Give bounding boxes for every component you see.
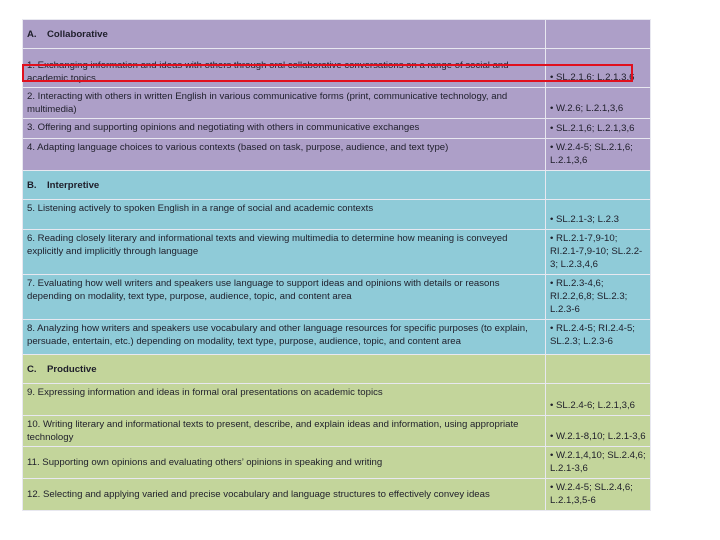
- section-title: Collaborative: [47, 28, 108, 40]
- section-letter: B.: [27, 179, 37, 191]
- row-standards: • W.2.1-8,10; L.2.1-3,6: [546, 416, 651, 447]
- row-standards: • SL.2.1,6; L.2.1,3,6: [546, 119, 651, 139]
- section-letter: A.: [27, 28, 37, 40]
- row-standards: • W.2.1,4,10; SL.2.4,6; L.2.1-3,6: [546, 447, 651, 479]
- section-letter: C.: [27, 363, 37, 375]
- table-row: [23, 275, 651, 320]
- row-standards: • RL.2.3-4,6; RI.2.2,6,8; SL.2.3; L.2.3-6: [546, 275, 651, 320]
- row-standards: • W.2.4-5; SL.2.1,6; L.2.1,3,6: [546, 139, 651, 171]
- row-description: 1. Exchanging information and ideas with others through oral collaborative conversations on a range of social and academic topics: [23, 49, 546, 88]
- table-row: [23, 49, 651, 88]
- row-description: 2. Interacting with others in written English in various communicative forms (print, communicative technology, and multimedia): [23, 88, 546, 119]
- table-row: [23, 479, 651, 511]
- row-description: 10. Writing literary and informational texts to present, describe, and explain ideas and information, using appropriate technology: [23, 416, 546, 447]
- section-title: Productive: [47, 363, 97, 375]
- table-row: [23, 416, 651, 447]
- row-standards: • SL.2.1-3; L.2.3: [546, 200, 651, 230]
- row-standards: • W.2.4-5; SL.2.4,6; L.2.1,3,5-6: [546, 479, 651, 511]
- section-header-interpretive: [23, 171, 651, 200]
- table-row: [23, 384, 651, 416]
- row-standards: • RL.2.1-7,9-10; RI.2.1-7,9-10; SL.2.2-3; L.2.3,4,6: [546, 230, 651, 275]
- table-row: [23, 447, 651, 479]
- section-header-productive: [23, 355, 651, 384]
- row-description: 6. Reading closely literary and informational texts and viewing multimedia to determine how meaning is conveyed explicitly and implicitly through language: [23, 230, 546, 275]
- table-row: [23, 88, 651, 119]
- row-description: 7. Evaluating how well writers and speakers use language to support ideas and opinions with details or reasons depending on modality, text type, purpose, audience, topic, and content area: [23, 275, 546, 320]
- section-header-empty-cell: [546, 171, 651, 200]
- table-row: [23, 119, 651, 139]
- table-row: [23, 200, 651, 230]
- table-row: [23, 320, 651, 355]
- row-standards: • SL.2.4-6; L.2.1,3,6: [546, 384, 651, 416]
- row-description: 3. Offering and supporting opinions and negotiating with others in communicative exchanges: [23, 119, 546, 139]
- row-description: 11. Supporting own opinions and evaluating others’ opinions in speaking and writing: [23, 447, 546, 479]
- row-standards: • SL.2.1,6; L.2.1,3,6: [546, 49, 651, 88]
- table-row: [23, 230, 651, 275]
- section-header-empty-cell: [546, 20, 651, 49]
- section-label: [23, 20, 546, 49]
- row-standards: • RL.2.4-5; RI.2.4-5; SL.2.3; L.2.3-6: [546, 320, 651, 355]
- section-title: Interpretive: [47, 179, 100, 191]
- section-header-collaborative: [23, 20, 651, 49]
- row-description: 4. Adapting language choices to various contexts (based on task, purpose, audience, and text type): [23, 139, 546, 171]
- row-description: 9. Expressing information and ideas in formal oral presentations on academic topics: [23, 384, 546, 416]
- row-description: 8. Analyzing how writers and speakers use vocabulary and other language resources for specific purposes (to explain, persuade, entertain, etc.) depending on modality, text type, purpose, audience, topic, and content area: [23, 320, 546, 355]
- section-header-empty-cell: [546, 355, 651, 384]
- standards-table: [22, 19, 651, 511]
- row-description: 12. Selecting and applying varied and precise vocabulary and language structures to effectively convey ideas: [23, 479, 546, 511]
- section-label: [23, 355, 546, 384]
- section-label: [23, 171, 546, 200]
- row-description: 5. Listening actively to spoken English in a range of social and academic contexts: [23, 200, 546, 230]
- row-standards: • W.2.6; L.2.1,3,6: [546, 88, 651, 119]
- table-row: [23, 139, 651, 171]
